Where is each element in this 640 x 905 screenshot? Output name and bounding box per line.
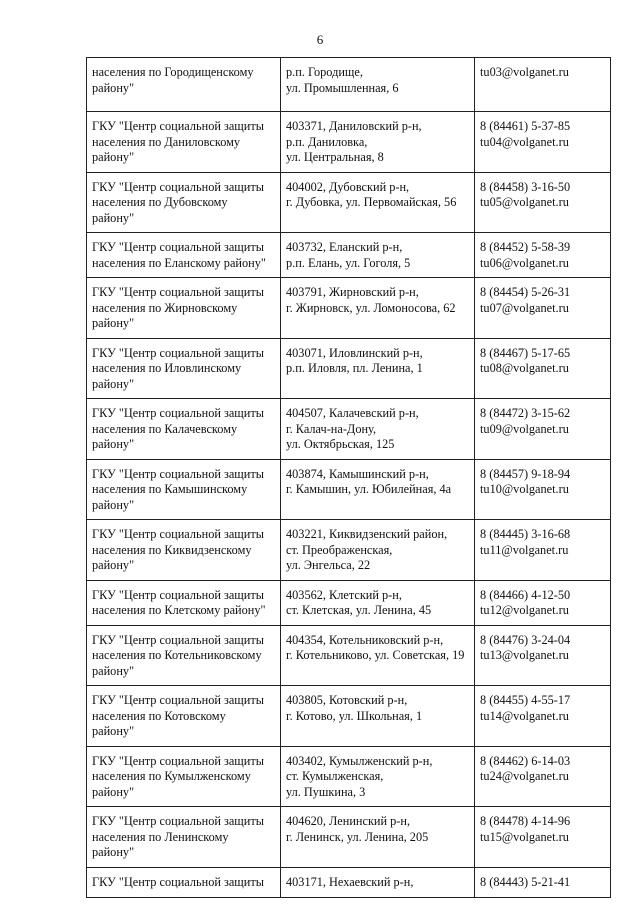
table-row — [87, 580, 611, 625]
contact-cell: 8 (84478) 4-14-96 tu15@volganet.ru — [475, 807, 611, 868]
institution-name-cell: ГКУ "Центр социальной защиты населения по Дубовскому району" — [87, 172, 281, 233]
address-cell: 403791, Жирновский р-н, г. Жирновск, ул. Ломоносова, 62 — [281, 278, 475, 339]
table-row — [87, 399, 611, 460]
institution-name-cell: ГКУ "Центр социальной защиты населения по Даниловскому району" — [87, 112, 281, 173]
table-row — [87, 686, 611, 747]
contact-cell: 8 (84452) 5-58-39 tu06@volganet.ru — [475, 233, 611, 278]
contact-cell: 8 (84472) 3-15-62 tu09@volganet.ru — [475, 399, 611, 460]
table-row — [87, 278, 611, 339]
contact-cell: 8 (84467) 5-17-65 tu08@volganet.ru — [475, 338, 611, 399]
institution-name-cell: ГКУ "Центр социальной защиты населения по Еланскому району" — [87, 233, 281, 278]
contact-cell: 8 (84455) 4-55-17 tu14@volganet.ru — [475, 686, 611, 747]
institution-name-cell: ГКУ "Центр социальной защиты населения по Калачевскому району" — [87, 399, 281, 460]
institution-name-cell: ГКУ "Центр социальной защиты населения по Котовскому району" — [87, 686, 281, 747]
institution-name-cell: ГКУ "Центр социальной защиты населения по Киквидзенскому району" — [87, 520, 281, 581]
contacts-table — [86, 57, 611, 898]
institution-name-cell: ГКУ "Центр социальной защиты населения по Жирновскому району" — [87, 278, 281, 339]
table-row — [87, 867, 611, 897]
address-cell: 403371, Даниловский р-н, р.п. Даниловка, ул. Центральная, 8 — [281, 112, 475, 173]
address-cell: р.п. Городище, ул. Промышленная, 6 — [281, 58, 475, 112]
institution-name-cell: ГКУ "Центр социальной защиты населения по Камышинскому району" — [87, 459, 281, 520]
address-cell: 403071, Иловлинский р-н, р.п. Иловля, пл. Ленина, 1 — [281, 338, 475, 399]
contact-cell: tu03@volganet.ru — [475, 58, 611, 112]
institution-name-cell: ГКУ "Центр социальной защиты населения по Кумылженскому району" — [87, 746, 281, 807]
institution-name-cell: ГКУ "Центр социальной защиты населения по Ленинскому району" — [87, 807, 281, 868]
contact-cell: 8 (84445) 3-16-68 tu11@volganet.ru — [475, 520, 611, 581]
table-row — [87, 807, 611, 868]
address-cell: 403874, Камышинский р-н, г. Камышин, ул. Юбилейная, 4а — [281, 459, 475, 520]
contact-cell: 8 (84457) 9-18-94 tu10@volganet.ru — [475, 459, 611, 520]
address-cell: 403805, Котовский р-н, г. Котово, ул. Школьная, 1 — [281, 686, 475, 747]
contact-cell: 8 (84462) 6-14-03 tu24@volganet.ru — [475, 746, 611, 807]
address-cell: 403562, Клетский р-н, ст. Клетская, ул. Ленина, 45 — [281, 580, 475, 625]
table-row — [87, 338, 611, 399]
contact-cell: 8 (84476) 3-24-04 tu13@volganet.ru — [475, 625, 611, 686]
contact-cell: 8 (84461) 5-37-85 tu04@volganet.ru — [475, 112, 611, 173]
address-cell: 403732, Еланский р-н, р.п. Елань, ул. Гоголя, 5 — [281, 233, 475, 278]
table-row — [87, 58, 611, 112]
institution-name-cell: ГКУ "Центр социальной защиты населения по Котельниковскому району" — [87, 625, 281, 686]
institution-name-cell: ГКУ "Центр социальной защиты — [87, 867, 281, 897]
address-cell: 404620, Ленинский р-н, г. Ленинск, ул. Ленина, 205 — [281, 807, 475, 868]
table-row — [87, 172, 611, 233]
page-number: 6 — [316, 32, 324, 47]
address-cell: 404002, Дубовский р-н, г. Дубовка, ул. Первомайская, 56 — [281, 172, 475, 233]
table-row — [87, 233, 611, 278]
address-cell: 403221, Киквидзенский район, ст. Преображенская, ул. Энгельса, 22 — [281, 520, 475, 581]
address-cell: 404354, Котельниковский р-н, г. Котельниково, ул. Советская, 19 — [281, 625, 475, 686]
address-cell: 404507, Калачевский р-н, г. Калач-на-Дону, ул. Октябрьская, 125 — [281, 399, 475, 460]
contact-cell: 8 (84458) 3-16-50 tu05@volganet.ru — [475, 172, 611, 233]
table-row — [87, 625, 611, 686]
table-row — [87, 112, 611, 173]
contact-cell: 8 (84466) 4-12-50 tu12@volganet.ru — [475, 580, 611, 625]
table-row — [87, 459, 611, 520]
institution-name-cell: ГКУ "Центр социальной защиты населения по Иловлинскому району" — [87, 338, 281, 399]
contact-cell: 8 (84443) 5-21-41 — [475, 867, 611, 897]
table-row — [87, 746, 611, 807]
address-cell: 403402, Кумылженский р-н, ст. Кумылженская, ул. Пушкина, 3 — [281, 746, 475, 807]
contacts-table-body — [87, 58, 611, 898]
table-row — [87, 520, 611, 581]
institution-name-cell: населения по Городищенскому району" — [87, 58, 281, 112]
institution-name-cell: ГКУ "Центр социальной защиты населения по Клетскому району" — [87, 580, 281, 625]
contact-cell: 8 (84454) 5-26-31 tu07@volganet.ru — [475, 278, 611, 339]
address-cell: 403171, Нехаевский р-н, — [281, 867, 475, 897]
